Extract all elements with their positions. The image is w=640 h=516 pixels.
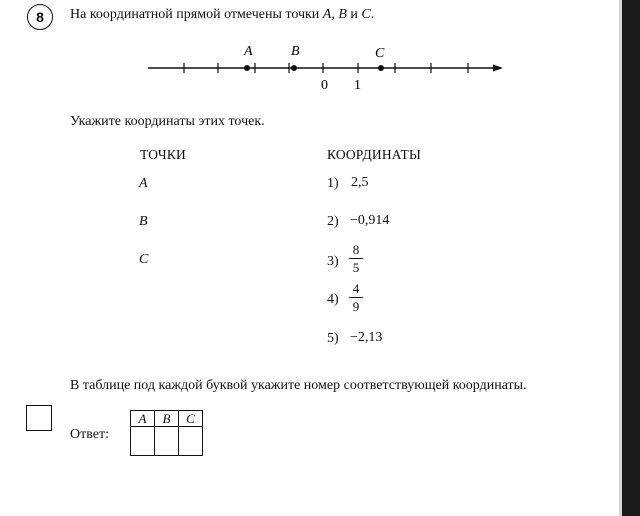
point-c-label: C [375,46,385,61]
point-a-row-label: A [139,176,148,191]
answer-col-c-header: C [179,411,203,427]
header-sep: , [331,7,339,22]
option-4-fraction [349,281,363,314]
option-2-number: 2) [327,214,339,229]
point-a-dot [244,65,250,71]
answer-cell-a[interactable] [131,427,155,456]
answer-cell-c[interactable] [179,427,203,456]
header-point-b: B [338,7,347,22]
point-b-label: B [291,44,300,59]
option-3-numerator: 8 [352,242,360,257]
point-b-row-label: B [139,214,148,229]
option-4-fraction-bar [349,297,363,298]
answer-cell-b[interactable] [155,427,179,456]
option-1-value: 2,5 [351,175,369,190]
option-3-fraction [349,242,363,275]
bottom-instruction: В таблице под каждой буквой укажите номер соответствующей координаты. [70,378,527,393]
option-3-fraction-bar [349,258,363,259]
points-column-header: ТОЧКИ [140,147,187,162]
answer-table [130,410,203,456]
point-b-dot [291,65,297,71]
tick-label-1: 1 [354,78,361,93]
header-and: и [346,7,362,22]
header-main-text: На координатной прямой отмечены точки [70,7,323,22]
point-c-dot [378,65,384,71]
instruction-text: Укажите координаты этих точек. [70,114,265,129]
option-3-denominator: 5 [352,260,360,275]
header-point-c: C [361,7,371,22]
point-c-row-label: C [139,252,149,267]
option-2-value: −0,914 [350,213,390,228]
option-4-denominator: 9 [352,299,360,314]
task-number: 8 [36,9,44,25]
option-4-number: 4) [327,292,339,307]
point-a-label: A [244,44,253,59]
option-1-number: 1) [327,176,339,191]
option-5-number: 5) [327,331,339,346]
coords-column-header: КООРДИНАТЫ [327,147,421,162]
answer-col-a-header: A [131,411,155,427]
option-5-value: −2,13 [350,330,383,345]
number-line-arrow [493,65,503,72]
tick-label-0: 0 [321,78,328,93]
option-3-number: 3) [327,254,339,269]
header-point-a: A [322,7,332,22]
answer-label: Ответ: [70,427,109,442]
number-line [0,0,640,100]
header-end: . [370,7,375,22]
option-4-numerator: 4 [352,281,360,296]
answer-checkbox[interactable] [26,405,52,431]
answer-col-b-header: B [155,411,179,427]
